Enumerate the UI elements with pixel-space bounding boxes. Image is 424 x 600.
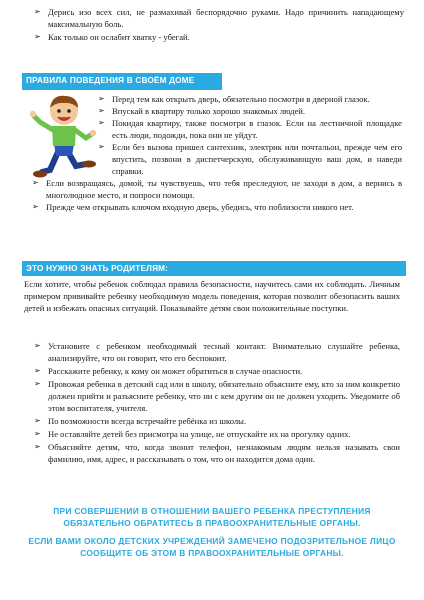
list-item	[32, 201, 402, 213]
list-item	[32, 177, 402, 201]
list-item	[34, 31, 404, 43]
checkmark-bullet-icon: ➢	[98, 94, 105, 103]
top-bullet-list	[34, 6, 404, 44]
list-item	[32, 93, 402, 105]
parents-section-heading	[22, 261, 406, 276]
checkmark-bullet-icon: ➢	[34, 442, 41, 451]
list-item	[32, 141, 402, 177]
alert-suspicious-person: ЕСЛИ ВАМИ ОКОЛО ДЕТСКИХ УЧРЕЖДЕНИЙ ЗАМЕЧЕНО ПОДОЗРИТЕЛЬНОЕ ЛИЦО СООБЩИТЕ ОБ ЭТОМ В ПРАВООХРАНИТЕЛЬНЫЕ ОРГАНЫ.	[28, 536, 396, 558]
list-item-text: Если возвращаясь, домой, ты чувствуешь, что тебя преследуют, не заходи в дом, а вернись в многолюдное место, и попроси помощи.	[46, 178, 402, 200]
list-item-text: Установите с ребенком необходимый тесный контакт. Внимательно слушайте ребенка, анализируйте, что он говорит, что его беспокоит.	[48, 341, 400, 363]
list-item	[32, 117, 402, 141]
list-item	[34, 428, 400, 440]
list-item	[34, 365, 400, 377]
list-item	[34, 6, 404, 30]
checkmark-bullet-icon: ➢	[98, 106, 105, 115]
checkmark-bullet-icon: ➢	[98, 142, 105, 151]
parents-intro-paragraph: Если хотите, чтобы ребенок соблюдал правила безопасности, научитесь сами их соблюдать. Личным примером прививайте ребенку необходимую модель поведения, которая позволит обезопасить ваших детей и избежать опасных ситуаций. Показывайте детям свои положительные поступки.	[24, 279, 400, 313]
list-item	[34, 415, 400, 427]
checkmark-bullet-icon: ➢	[32, 178, 39, 187]
list-item	[32, 105, 402, 117]
checkmark-bullet-icon: ➢	[98, 118, 105, 127]
heading-underline	[22, 88, 222, 90]
list-item	[34, 441, 400, 465]
parents-section-heading-text: ЭТО НУЖНО ЗНАТЬ РОДИТЕЛЯМ:	[26, 264, 169, 273]
home-section-heading	[22, 73, 222, 88]
list-item-text: Расскажите ребенку, к кому он может обратиться в случае опасности.	[48, 366, 303, 376]
list-item-text: Дерись изо всех сил, не размахивай беспорядочно руками. Надо причинить нападающему максимальную боль.	[48, 7, 404, 29]
checkmark-bullet-icon: ➢	[34, 32, 41, 41]
checkmark-bullet-icon: ➢	[34, 379, 41, 388]
alert-crime-report: ПРИ СОВЕРШЕНИИ В ОТНОШЕНИИ ВАШЕГО РЕБЕНКА ПРЕСТУПЛЕНИЯ ОБЯЗАТЕЛЬНО ОБРАТИТЕСЬ В ПРАВООХРАНИТЕЛЬНЫЕ ОРГАНЫ.	[53, 506, 371, 528]
list-item-text: Покидая квартиру, также посмотри в глазок. Если на лестничной площадке есть люди, подожди, пока они не уйдут.	[112, 118, 402, 140]
parents-advice-list	[34, 340, 400, 466]
home-section-heading-text: ПРАВИЛА ПОВЕДЕНИЯ В СВОЁМ ДОМЕ	[26, 76, 195, 85]
home-rules-list	[32, 93, 402, 213]
list-item-text: Прежде чем открывать ключом входную дверь, убедись, что поблизости никого нет.	[46, 202, 354, 212]
list-item	[34, 340, 400, 364]
checkmark-bullet-icon: ➢	[32, 202, 39, 211]
list-item-text: Не оставляйте детей без присмотра на улице, не отпускайте их на прогулку одних.	[48, 429, 351, 439]
list-item-text: Перед тем как открыть дверь, обязательно посмотри в дверной глазок.	[112, 94, 370, 104]
list-item-text: Объясняйте детям, что, когда звонит телефон, незнакомым людям нельзя называть свои фамилию, имя, адрес, и рассказывать о том, что он находится дома один.	[48, 442, 400, 464]
list-item-text: Впускай в квартиру только хорошо знакомых людей.	[112, 106, 306, 116]
checkmark-bullet-icon: ➢	[34, 416, 41, 425]
list-item	[34, 378, 400, 414]
list-item-text: Если без вызова пришел сантехник, электрик или почтальон, прежде чем его впустить, позвони в диспетчерскую, обслуживающую ваш дом, и наведи справки.	[112, 142, 402, 176]
list-item-text: Провожая ребенка в детский сад или в школу, обязательно объясните ему, кто за ним конкретно должен прийти и разъясните ребенку, что ни с кем другим он не должен уходить. Уведомите об этом воспитателя, учителя.	[48, 379, 400, 413]
checkmark-bullet-icon: ➢	[34, 7, 41, 16]
list-item-text: Как только он ослабит хватку - убегай.	[48, 32, 190, 42]
checkmark-bullet-icon: ➢	[34, 429, 41, 438]
list-item-text: По возможности всегда встречайте ребёнка из школы.	[48, 416, 247, 426]
checkmark-bullet-icon: ➢	[34, 341, 41, 350]
checkmark-bullet-icon: ➢	[34, 366, 41, 375]
